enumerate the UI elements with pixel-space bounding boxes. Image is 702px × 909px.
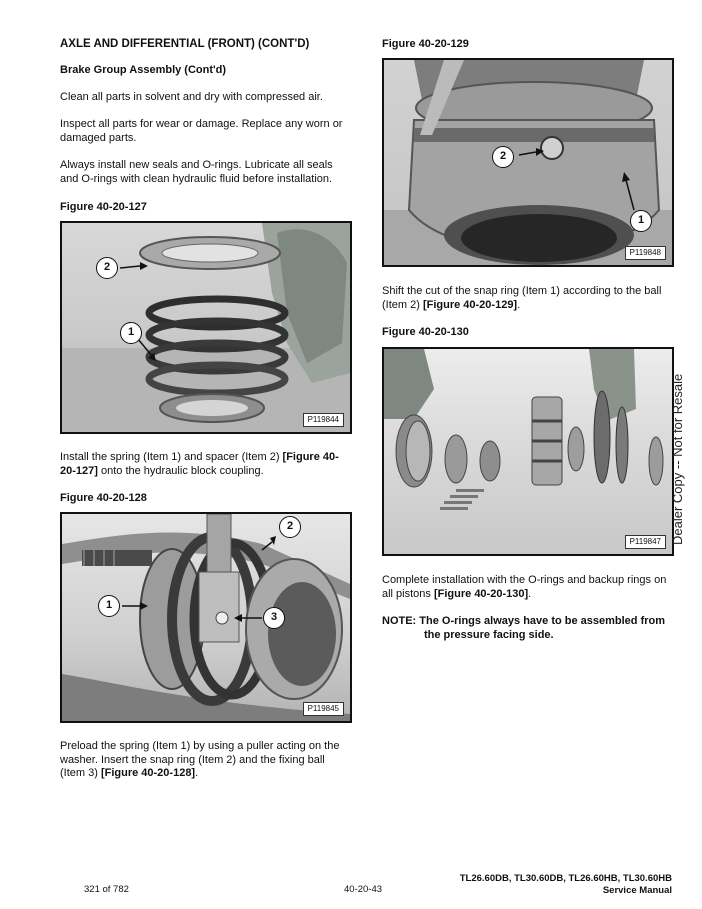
figure-128-title: Figure 40-20-128: [60, 492, 147, 504]
figure-130-photo: [382, 347, 674, 556]
callout-1: 1: [630, 210, 652, 232]
paragraph-complete-installation: [382, 574, 674, 601]
callout-2: 2: [96, 257, 118, 279]
paragraph-install-spring: [60, 451, 352, 478]
paragraph-text-end: onto the hydraulic block coupling.: [97, 464, 264, 477]
paragraph-install-seals: Always install new seals and O-rings. Lubricate all seals and O-rings with clean hydraulic fluid before installation.: [60, 159, 333, 185]
footer-models: TL26.60DB, TL30.60DB, TL26.60HB, TL30.60HB: [459, 873, 672, 884]
figure-129-title: Figure 40-20-129: [382, 38, 469, 50]
paragraph-text-end: .: [528, 587, 532, 600]
spring-spacer-illustration: [62, 223, 350, 432]
subsection-title: Brake Group Assembly (Cont'd): [60, 64, 227, 76]
figure-130-title: Figure 40-20-130: [382, 326, 469, 338]
photo-id-tag: P119844: [303, 413, 344, 427]
paragraph-inspect: Inspect all parts for wear or damage. Replace any worn or damaged parts.: [60, 118, 343, 144]
section-title: AXLE AND DIFFERENTIAL (FRONT) (CONT'D): [60, 38, 310, 50]
paragraph-preload-spring: [60, 740, 352, 781]
figure-128-photo: [60, 512, 352, 723]
figure-reference-link[interactable]: [Figure 40-20-130]: [433, 587, 529, 600]
paragraph-text: Install the spring (Item 1) and spacer (Item 2): [60, 451, 283, 463]
figure-127-photo: [60, 221, 352, 434]
page-count: 321 of 782: [84, 884, 129, 895]
figure-reference-link[interactable]: [Figure 40-20-127]: [60, 451, 339, 477]
puller-illustration: [62, 514, 350, 721]
figure-129-photo: [382, 58, 674, 267]
paragraph-shift-snap-ring: [382, 285, 674, 312]
figure-reference-link[interactable]: [Figure 40-20-128]: [100, 767, 196, 779]
note-o-rings: NOTE: The O-rings always have to be assembled from the pressure facing side.: [382, 615, 666, 641]
callout-1: 1: [120, 322, 142, 344]
paragraph-text-end: .: [517, 298, 521, 311]
callout-2: 2: [279, 516, 301, 538]
photo-id-tag: P119847: [625, 535, 666, 549]
figure-reference-link[interactable]: [Figure 40-20-129]: [422, 298, 518, 311]
callout-1: 1: [98, 595, 120, 617]
callout-2: 2: [492, 146, 514, 168]
paragraph-text: Shift the cut of the snap ring (Item 1) according to the ball (Item 2): [382, 285, 662, 311]
snap-ring-illustration: [384, 60, 672, 265]
figure-127-title: Figure 40-20-127: [60, 201, 147, 213]
page-number: 40-20-43: [344, 884, 383, 895]
photo-id-tag: P119848: [625, 246, 666, 260]
paragraph-clean: Clean all parts in solvent and dry with compressed air.: [60, 91, 323, 103]
photo-id-tag: P119845: [303, 702, 344, 716]
dealer-copy-watermark: Dealer Copy -- Not for Resale: [670, 373, 685, 545]
paragraph-text: Complete installation with the O-rings and backup rings on all pistons: [382, 574, 667, 600]
pistons-illustration: [384, 349, 672, 554]
footer-manual-title: Service Manual: [602, 885, 672, 896]
paragraph-text-end: .: [195, 767, 199, 779]
paragraph-text: Preload the spring (Item 1) by using a puller acting on the washer. Insert the snap ring (Item 2) and the fixing ball (Item 3): [60, 740, 340, 779]
callout-3: 3: [263, 607, 285, 629]
